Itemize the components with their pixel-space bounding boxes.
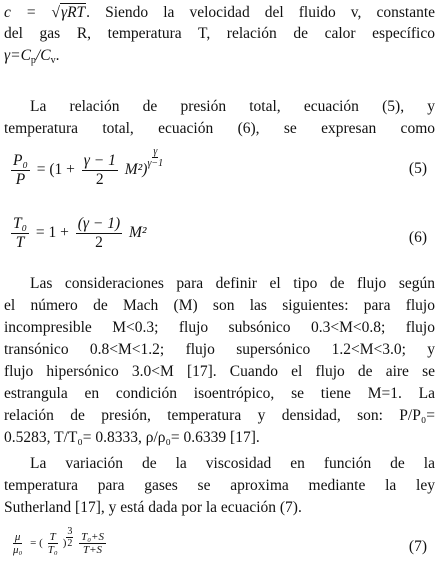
text-line: incompresible M<0.3; flujo subsónico 0.3<M<0.8; flujo [4, 319, 435, 336]
eq6-body: = 1 + [35, 224, 73, 242]
text-line: La relación de presión total, ecuación (5), y [30, 98, 435, 115]
eq5-tail: M²) [124, 161, 148, 178]
numerator: 3 [67, 526, 73, 537]
gamma-definition: γ=C [4, 47, 31, 64]
numerator: γ [153, 146, 158, 157]
eq5-exponent [147, 146, 163, 169]
numerator: T [49, 530, 56, 543]
denominator: T₀ [47, 543, 58, 556]
equation-number: (6) [408, 229, 427, 246]
eq7-exponent [66, 526, 73, 549]
equation-7 [8, 526, 435, 570]
text-line: transónico 0.8<M<1.2; flujo supersónico 1.2<M<3.0; y [4, 341, 435, 358]
equation-6 [8, 215, 435, 265]
numerator: (γ − 1) [77, 215, 121, 232]
text-line: temperatura para gases se aproxima mediante la ley [4, 477, 435, 494]
eq7-frac2 [79, 531, 106, 556]
eq6-lhs [11, 215, 29, 252]
speed-formula-lhs: c = [4, 4, 52, 21]
eq5-frac [82, 152, 118, 189]
text-span: . [55, 47, 60, 64]
eq7-frac [46, 531, 60, 556]
eq5-body: = (1 + [36, 161, 79, 178]
equation-number: (7) [408, 538, 427, 555]
subscript: p [30, 55, 36, 66]
equation-number: (5) [408, 160, 427, 177]
text-line: flujo hipersónico 3.0<M [17]. Cuando el flujo de aire se [4, 363, 435, 380]
numerator: P₀ [13, 151, 28, 169]
text-line: temperatura total, ecuación (6), se expresan como [4, 120, 435, 137]
text-line: del gas R, temperatura T, relación de calor específico [4, 25, 435, 42]
sqrt-symbol: √ [51, 4, 60, 21]
eq7-close-paren: ) [62, 537, 67, 549]
eq5-lhs [11, 152, 30, 189]
eq7-lhs [11, 531, 24, 556]
denominator: P [15, 170, 26, 188]
numerator: T₀ [13, 215, 28, 232]
denominator: T [15, 234, 25, 251]
text-line: La variación de la viscosidad en función de la [30, 455, 435, 472]
eq6-tail: M² [129, 224, 147, 242]
text-line: 0.5283, T/T₀= 0.8333, ρ/ρ₀= 0.6339 [17]. [4, 429, 260, 446]
gamma-definition-mid: /C [35, 47, 51, 64]
text-line: Las consideraciones para definir el tipo de flujo según [30, 275, 435, 292]
denominator: γ−1 [147, 158, 164, 169]
eq7-body: = ( [30, 537, 43, 549]
denominator: μ₀ [13, 543, 23, 556]
denominator: 2 [95, 170, 104, 188]
text-line: relación de presión, temperatura y densidad, son: P/P₀= [4, 407, 435, 424]
eq6-frac [76, 215, 122, 252]
numerator: μ [14, 530, 21, 543]
text-line: estrangula en condición isoentrópico, se tiene M=1. La [4, 385, 435, 402]
text-line: el número de Mach (M) son las siguientes: para flujo [4, 297, 435, 314]
numerator: T₀+S [81, 530, 104, 543]
denominator: 2 [95, 234, 103, 251]
text-line: Sutherland [17], y está dada por la ecuación (7). [4, 499, 302, 516]
text-span: . Siendo la velocidad del fluido v, constante [86, 4, 436, 21]
equation-5 [8, 146, 435, 196]
text-line [4, 47, 435, 65]
denominator: T+S [83, 543, 103, 556]
subscript: v [50, 55, 56, 66]
text-line [4, 4, 435, 22]
denominator: 2 [67, 538, 73, 549]
speed-formula-radicand: γRT [60, 4, 86, 21]
numerator: γ − 1 [83, 151, 116, 169]
